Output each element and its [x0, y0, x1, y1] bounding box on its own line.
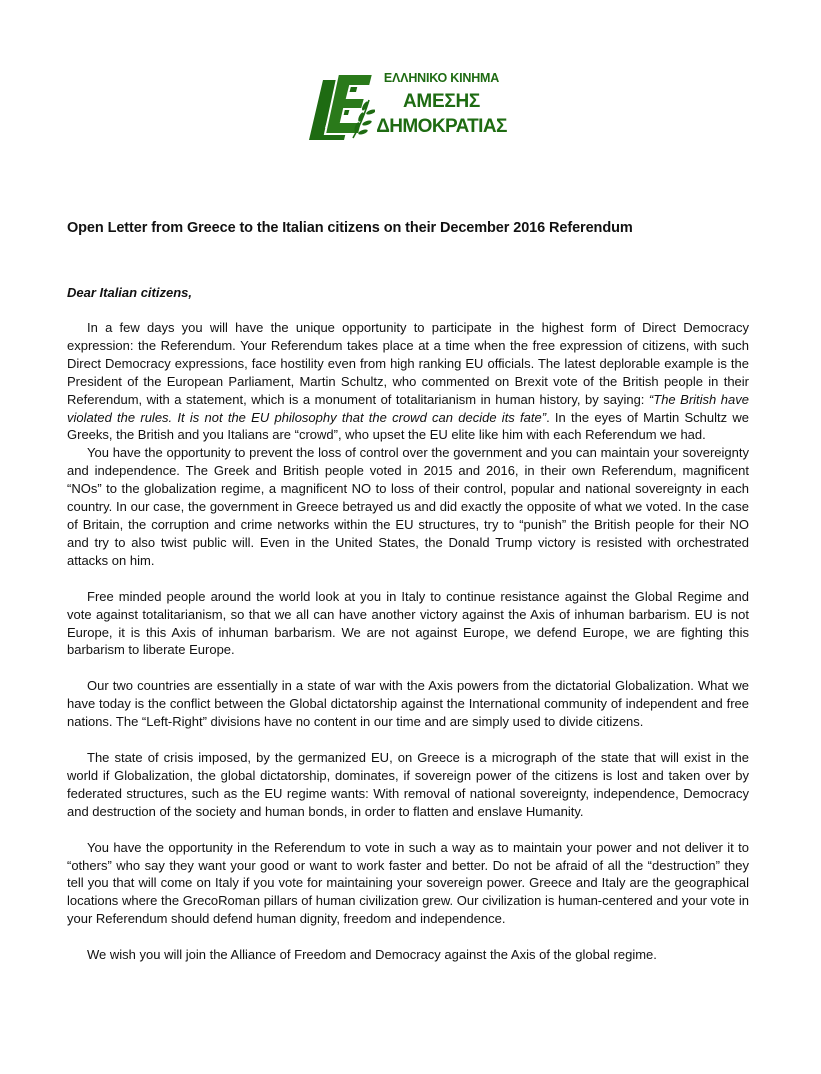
paragraph-6: You have the opportunity in the Referendum to vote in such a way as to maintain your power and not deliver it to “others” who say they want your good or want to work faster and better. Do not be afraid of all the “destruction” they tell you that will come on Italy if you vote for maintaining your sovereign power. Greece and Italy are the geographical locations where the GrecoRoman pillars of human civilization grew. Our civilization is human-centered and your vote in your Referendum should defend human dignity, freedom and independence.	[67, 839, 749, 927]
paragraph-4: Our two countries are essentially in a state of war with the Axis powers from the dictatorial Globalization. What we have today is the conflict between the Global dictatorship against the International community of independent and free nations. The “Left-Right” divisions have no content in our time and are simply used to divide citizens.	[67, 678, 749, 730]
paragraph-3: Free minded people around the world look at you in Italy to continue resistance against the Global Regime and vote against totalitarianism, so that we all can have another victory against the Axis of inhuman barbarism. EU is not Europe, it is this Axis of inhuman barbarism. We are not against Europe, we defend Europe, we are fighting this barbarism to liberate Europe.	[67, 588, 749, 658]
letter-salutation: Dear Italian citizens,	[67, 285, 192, 300]
letter-title: Open Letter from Greece to the Italian citizens on their December 2016 Referendum	[67, 220, 633, 236]
letter-body	[67, 319, 749, 964]
paragraph-1-text-b: . In the eyes of Martin Schultz we Greeks, the British and you Italians are “crowd”, who upset the EU elite like him with each Referendum we had.	[67, 409, 750, 443]
schultz-quote: “The British have violated the rules. It is not the EU philosophy that the crowd can decide its fate”	[67, 391, 749, 425]
logo-line-1: ΕΛΛΗΝΙΚΟ ΚΙΝΗΜΑ	[383, 71, 500, 85]
paragraph-2: You have the opportunity to prevent the loss of control over the government and you can maintain your sovereignty and independence. The Greek and British people voted in 2015 and 2016, in their own Referendum, magnificent “NOs” to the globalization regime, a magnificent NO to loss of their control, popular and national sovereignty in each country. In our case, the government in Greece betrayed us and did exactly the opposite of what we voted. In the case of Britain, the corruption and crime networks within the EU structures, try to “punish” the British people for their NO and try to also twist public will. Even in the United States, the Donald Trump victory is resisted with orchestrated attacks on him.	[67, 445, 749, 568]
organization-logo	[303, 70, 508, 142]
paragraph-7: We wish you will join the Alliance of Freedom and Democracy against the Axis of the global regime.	[87, 947, 657, 963]
paragraph-1-text-a: In a few days you will have the unique opportunity to participate in the highest form of Direct Democracy expression: the Referendum. Your Referendum takes place at a time when the free expression of citizens, with such Direct Democracy expressions, face hostility even from high ranking EU officials. The latest deplorable example is the President of the European Parliament, Martin Schultz, who commented on Brexit vote of the British people in their Referendum, with a statement, which is a monument of totalitarianism in human history, by saying:	[67, 320, 749, 407]
e-letter-olive-branch-icon	[303, 70, 375, 142]
logo-line-2: ΑΜΕΣΗΣ	[403, 91, 480, 112]
logo-text	[375, 70, 508, 142]
paragraph-1	[67, 319, 749, 444]
logo-line-3: ΔΗΜΟΚΡΑΤΙΑΣ	[376, 116, 507, 137]
paragraph-5: The state of crisis imposed, by the germanized EU, on Greece is a micrograph of the state that will exist in the world if Globalization, the global dictatorship, dominates, if sovereign power of the citizens is lost and taken over by federated structures, such as the EU regime wants: With removal of national sovereignty, independence, Democracy and destruction of the society and human bonds, in order to flatten and enslave Humanity.	[67, 750, 749, 819]
